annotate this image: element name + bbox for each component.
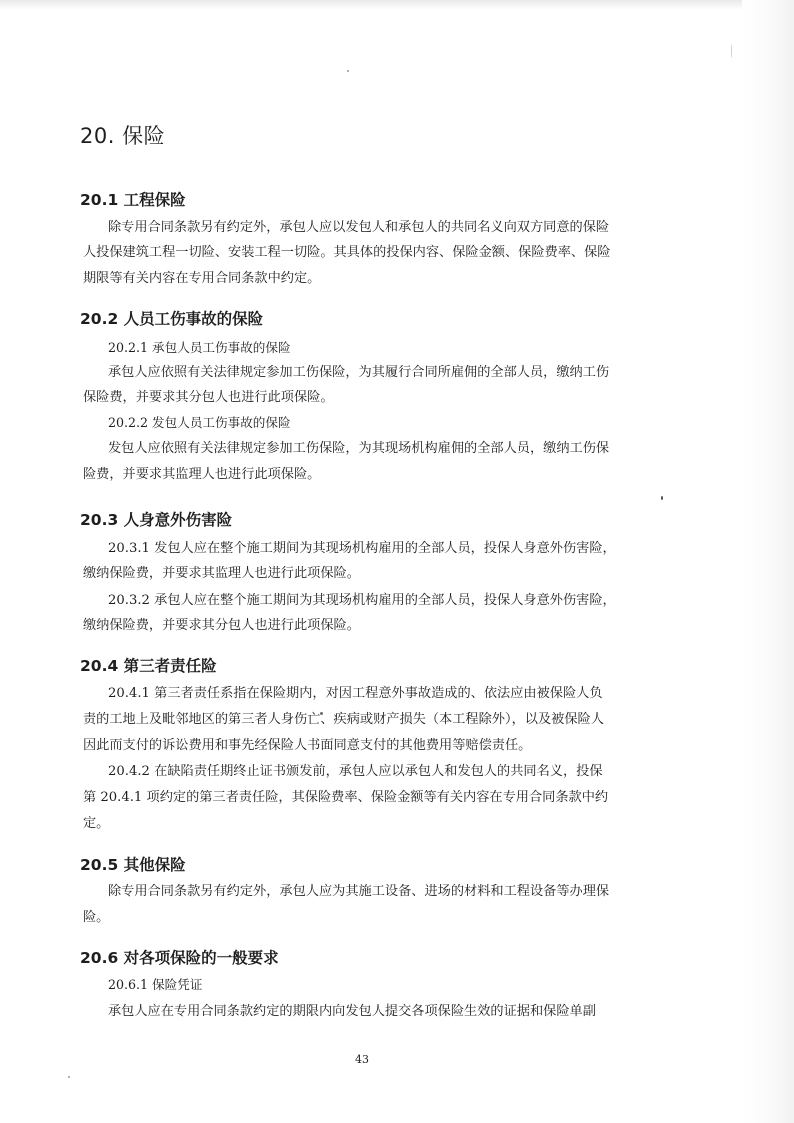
paragraph-line: 缴纳保险费，并要求其监理人也进行此项保险。 — [83, 566, 360, 581]
paragraph-line: 承包人应在专用合同条款约定的期限内向发包人提交各项保险生效的证据和保险单副 — [108, 1004, 596, 1019]
paragraph-line: 保险费，并要求其分包人也进行此项保险。 — [83, 390, 334, 405]
scan-top-edge — [0, 0, 794, 10]
section-heading-20-2: 20.2 人员工伤事故的保险 — [80, 310, 264, 328]
paragraph-line: 发包人应依照有关法律规定参加工伤保险，为其现场机构雇佣的全部人员，缴纳工伤保 — [108, 441, 610, 456]
paragraph-line: 除专用合同条款另有约定外，承包人应为其施工设备、进场的材料和工程设备等办理保 — [108, 884, 610, 899]
paragraph-line: 20.3.2 承包人应在整个施工期间为其现场机构雇用的全部人员，投保人身意外伤害险， — [108, 593, 616, 608]
paragraph-line: 定。 — [83, 816, 110, 831]
section-heading-20-1: 20.1 工程保险 — [80, 191, 186, 209]
paragraph-line: 除专用合同条款另有约定外，承包人应以发包人和承包人的共同名义向双方同意的保险 — [108, 220, 610, 235]
scan-speck — [347, 70, 349, 72]
paragraph-line: 险。 — [83, 910, 110, 925]
subsection-title-20-6-1: 20.6.1 保险凭证 — [108, 977, 203, 992]
paragraph-line: 第 20.4.1 项约定的第三者责任险，其保险费率、保险金额等有关内容在专用合同条款中约 — [83, 790, 609, 805]
scan-speck — [661, 496, 663, 500]
section-heading-20-6: 20.6 对各项保险的一般要求 — [80, 949, 279, 967]
chapter-title: 20. 保险 — [80, 124, 166, 148]
paragraph-line: 期限等有关内容在专用合同条款中约定。 — [83, 271, 321, 286]
paragraph-line: 20.4.1 第三者责任系指在保险期内，对因工程意外事故造成的、依法应由被保险人负 — [108, 686, 603, 701]
scan-speck — [731, 44, 732, 58]
section-heading-20-4: 20.4 第三者责任险 — [80, 657, 217, 675]
paragraph-line: 人投保建筑工程一切险、安装工程一切险。其具体的投保内容、保险金额、保险费率、保险 — [83, 245, 611, 260]
paragraph-line: 20.4.2 在缺陷责任期终止证书颁发前，承包人应以承包人和发包人的共同名义，投保 — [108, 764, 603, 779]
paragraph-line: 承包人应依照有关法律规定参加工伤保险，为其履行合同所雇佣的全部人员，缴纳工伤 — [108, 365, 610, 380]
scan-speck — [68, 1076, 70, 1078]
paragraph-line: 20.3.1 发包人应在整个施工期间为其现场机构雇用的全部人员，投保人身意外伤害险， — [108, 541, 616, 556]
page-number: 43 — [355, 1053, 369, 1066]
scan-right-margin — [742, 0, 794, 1123]
paragraph-line: 险费，并要求其监理人也进行此项保险。 — [83, 467, 321, 482]
paragraph-line: 缴纳保险费，并要求其分包人也进行此项保险。 — [83, 618, 360, 633]
paragraph-line: 因此而支付的诉讼费用和事先经保险人书面同意支付的其他费用等赔偿责任。 — [83, 738, 532, 753]
subsection-title-20-2-2: 20.2.2 发包人员工伤事故的保险 — [108, 415, 291, 430]
subsection-title-20-2-1: 20.2.1 承包人员工伤事故的保险 — [108, 340, 291, 355]
paragraph-line: 责的工地上及毗邻地区的第三者人身伤亡、疾病或财产损失（本工程除外），以及被保险人 — [83, 712, 604, 727]
section-heading-20-5: 20.5 其他保险 — [80, 856, 186, 874]
section-heading-20-3: 20.3 人身意外伤害险 — [80, 511, 233, 529]
